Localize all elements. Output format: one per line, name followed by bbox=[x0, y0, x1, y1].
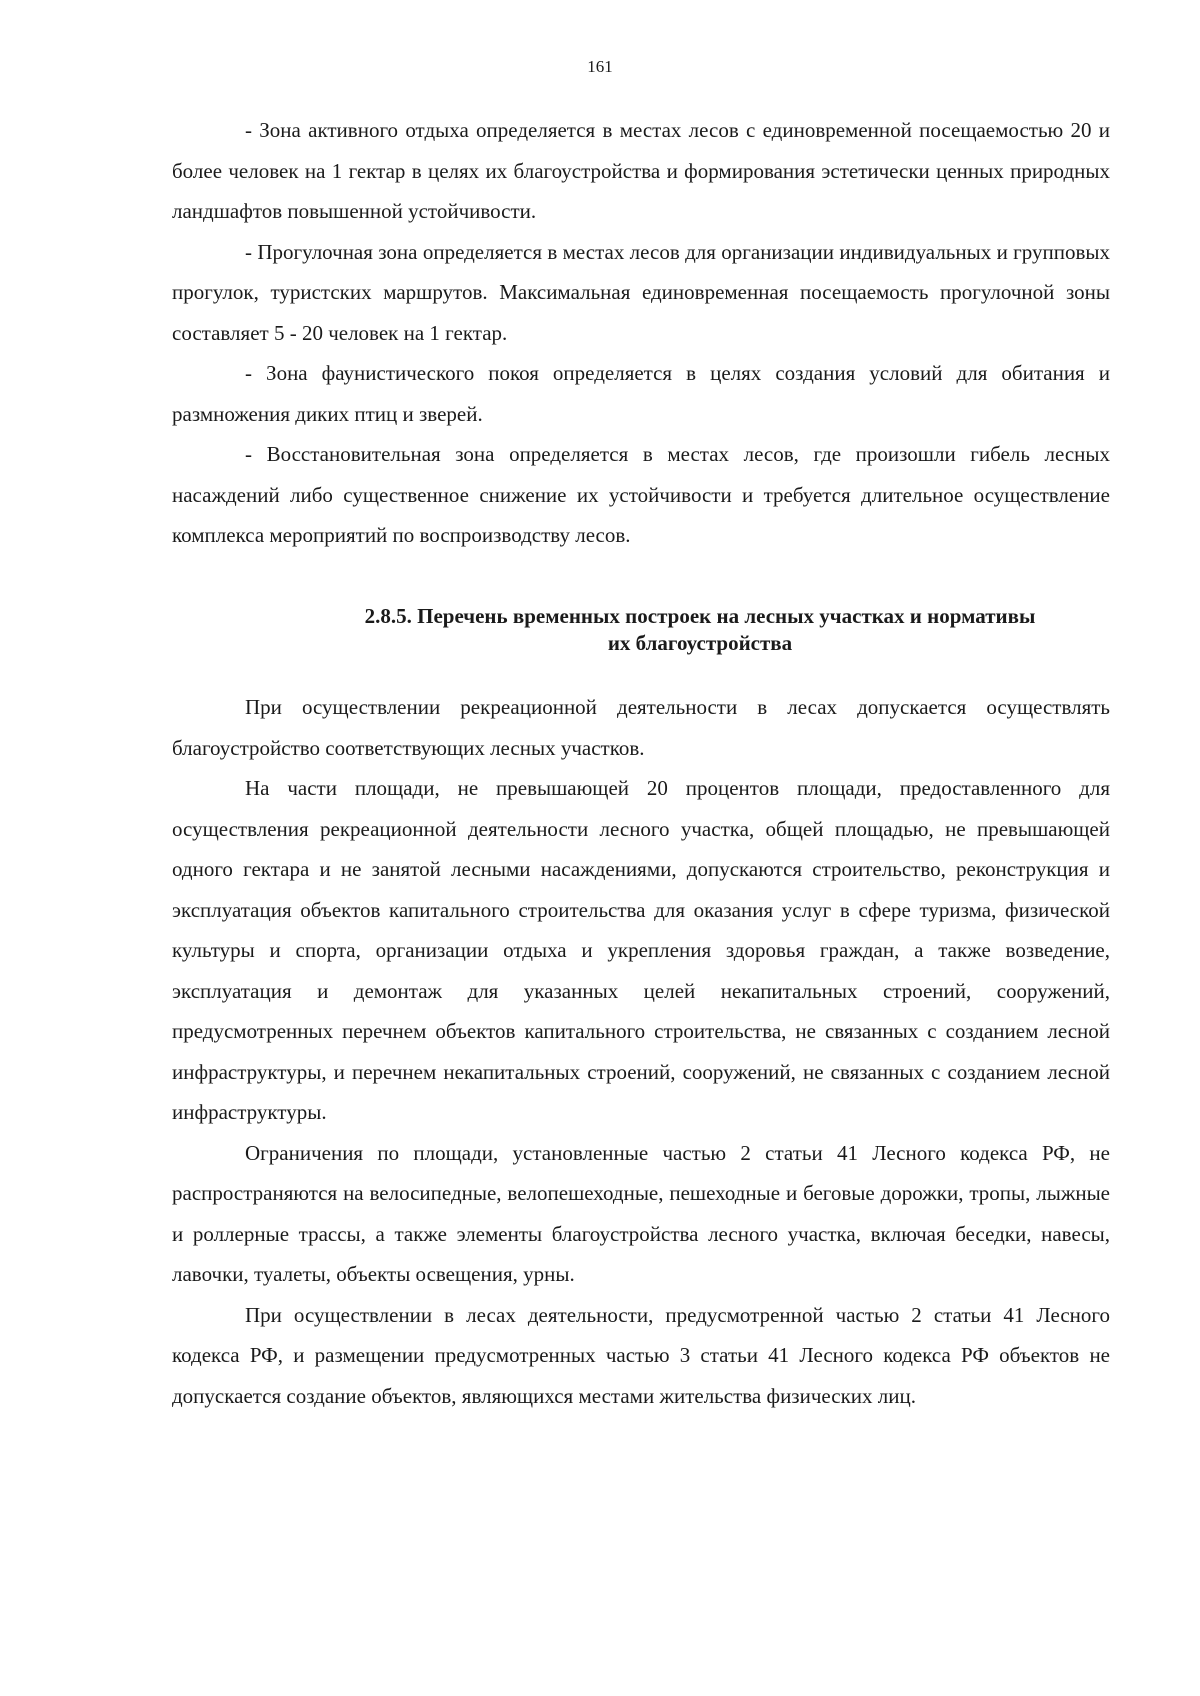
section-heading bbox=[290, 603, 1110, 657]
paragraph-landscaping: При осуществлении рекреационной деятельности в лесах допускается осуществлять благоустройство соответствующих лесных участков. bbox=[172, 695, 1110, 760]
paragraph-residence-prohibition: При осуществлении в лесах деятельности, предусмотренной частью 2 статьи 41 Лесного кодекса РФ, и размещении предусмотренных частью 3 статьи 41 Лесного кодекса РФ объектов не допускается создание объектов, являющихся местами жительства физических лиц. bbox=[172, 1302, 1110, 1408]
paragraph-fauna-rest-zone: - Зона фаунистического покоя определяется в целях создания условий для обитания и размножения диких птиц и зверей. bbox=[172, 361, 1110, 426]
section-body bbox=[172, 687, 1110, 1416]
paragraph-area-exceptions: Ограничения по площади, установленные частью 2 статьи 41 Лесного кодекса РФ, не распространяются на велосипедные, велопешеходные, пешеходные и беговые дорожки, тропы, лыжные и роллерные трассы, а также элементы благоустройства лесного участка, включая беседки, навесы, лавочки, туалеты, объекты освещения, урны. bbox=[172, 1140, 1110, 1286]
paragraph-area-limits: На части площади, не превышающей 20 процентов площади, предоставленного для осуществления рекреационной деятельности лесного участка, общей площадью, не превышающей одного гектара и не занятой лесными насаждениями, допускаются строительство, реконструкция и эксплуатация объектов капитального строительства для оказания услуг в сфере туризма, физической культуры и спорта, организации отдыха и укрепления здоровья граждан, а также возведение, эксплуатация и демонтаж для указанных целей некапитальных строений, сооружений, предусмотренных перечнем объектов капитального строительства, не связанных с созданием лесной инфраструктуры, и перечнем некапитальных строений, сооружений, не связанных с созданием лесной инфраструктуры. bbox=[172, 776, 1110, 1124]
paragraph-restoration-zone: - Восстановительная зона определяется в местах лесов, где произошли гибель лесных насаждений либо существенное снижение их устойчивости и требуется длительное осуществление комплекса мероприятий по воспроизводству лесов. bbox=[172, 442, 1110, 547]
paragraph-active-rest-zone: - Зона активного отдыха определяется в местах лесов с единовременной посещаемостью 20 и более человек на 1 гектар в целях их благоустройства и формирования эстетически ценных природных ландшафтов повышенной устойчивости. bbox=[172, 118, 1110, 223]
section-heading-line-2: их благоустройства bbox=[607, 631, 793, 655]
page-number: 161 bbox=[587, 57, 613, 76]
paragraph-walking-zone: - Прогулочная зона определяется в местах лесов для организации индивидуальных и групповых прогулок, туристских маршрутов. Максимальная единовременная посещаемость прогулочной зоны составляет 5 - 20 человек на 1 гектар. bbox=[172, 239, 1110, 345]
section-heading-line-1: 2.8.5. Перечень временных построек на лесных участках и нормативы bbox=[364, 604, 1036, 628]
zone-descriptions bbox=[172, 110, 1110, 556]
